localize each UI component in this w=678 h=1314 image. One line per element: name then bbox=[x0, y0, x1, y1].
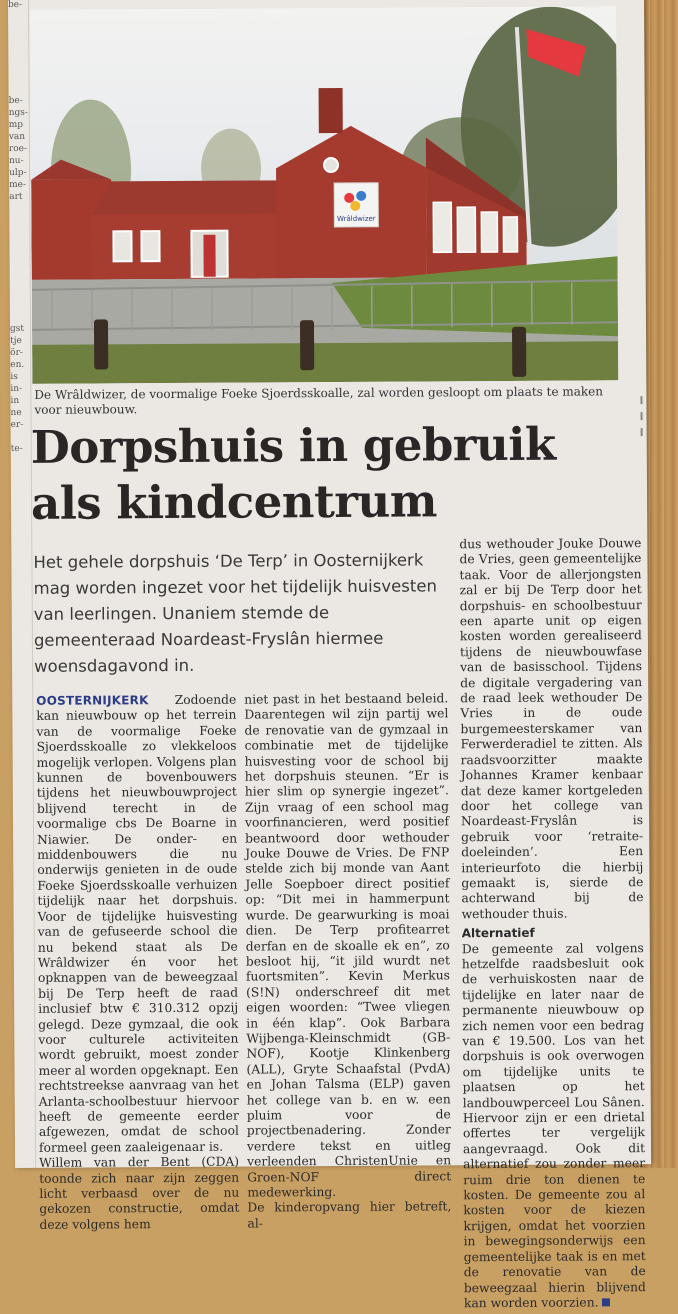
column-fragment: tje bbox=[10, 336, 22, 347]
column-fragment: ör- bbox=[10, 348, 23, 359]
article-headline bbox=[31, 416, 632, 532]
article-column-1 bbox=[36, 693, 239, 1233]
column-fragment: ulp- bbox=[9, 168, 27, 179]
column-fragment: ngs- bbox=[9, 108, 28, 119]
column-fragment: me- bbox=[9, 180, 26, 191]
subheading-alternatief: Alternatief bbox=[462, 925, 644, 942]
column-fragment: be- bbox=[9, 96, 23, 107]
column-fragment: mp bbox=[9, 120, 23, 131]
column-fragment: is bbox=[10, 372, 18, 383]
headline-line-2: als kindcentrum bbox=[31, 472, 631, 532]
column-fragment: te- bbox=[11, 444, 23, 455]
paragraph-wethouder: dus wethouder Jouke Douwe de Vries, geen gemeentelijke taak. Voor de allerjongsten zal er bij De Terp door het dorpshuis- en schoolbestuur een aparte unit op eigen kosten worden gerealiseerd tijdens de nieuwbouwfase van de basisschool. Tijdens de digitale vergadering van de raad leek wethouder De Vries in de oude burgemeesterskamer van Ferwerderadiel te zitten. Als raadsvoorzitter maakte Johannes Kramer kenbaar dat deze kamer kortgeleden door het college van Noardeast-Fryslân is gebruik voor ‘retraite-doeleinden’. Een interieurfoto die hierbij gemaakt is, sierde de achterwand bij de wethouder thuis. bbox=[459, 536, 643, 922]
dateline: OOSTERNIJKERK bbox=[36, 693, 148, 708]
school-photo bbox=[30, 6, 618, 384]
column-fragment: gst bbox=[10, 324, 24, 335]
column-fragment: en. bbox=[10, 360, 24, 371]
column-fragment: nu- bbox=[9, 156, 24, 167]
column-fragment: roe- bbox=[9, 144, 27, 155]
fold-tick bbox=[640, 396, 642, 404]
article-lead: Het gehele dorpshuis ‘De Terp’ in Oosternijkerk mag worden ingezet voor het tijdelijk huisvesten van leerlingen. Unaniem stemde de gemeenteraad Noardeast-Fryslân hiermee woensdagavond in. bbox=[33, 547, 444, 680]
column-fragment: in bbox=[10, 396, 19, 407]
fold-tick bbox=[641, 412, 643, 420]
photo-caption: De Wrâldwizer, de voormalige Foeke Sjoerdsskoalle, zal worden gesloopt om plaats te maken voor nieuwbouw. bbox=[34, 384, 624, 418]
school-building-illustration bbox=[30, 6, 618, 384]
paragraph-alternatief-text: De gemeente zal volgens hetzelfde raadsbesluit ook de verhuiskosten naar de tijdelijke en later naar de permanente nieuwbouw op zich nemen voor een bedrag van € 19.500. Los van het dorpshuis is ook overwogen om tijdelijke units te plaatsen op het landbouwperceel Lou Sânen. Hiervoor zijn er een drietal offertes ter vergelijk aangevraagd. Ook dit alternatief zou zonder meer ruim drie ton dienen te kosten. De gemeente zou al kosten voor de kiezen krijgen, omdat het voorzien in bewegingsonderwijs een gemeentelijke taak is en met de renovatie van de beweegzaal hierin blijvend kan worden voorzien. bbox=[462, 941, 646, 1310]
end-of-article-mark bbox=[601, 1299, 609, 1307]
article-column-3 bbox=[459, 536, 646, 1311]
headline-line-1: Dorpshuis in gebruik bbox=[31, 416, 631, 476]
newspaper-page bbox=[8, 0, 651, 1168]
fold-tick bbox=[641, 428, 643, 436]
paragraph-council-reactions: niet past in het bestaand beleid. Daarentegen wil zijn partij wel de renovatie van de gymzaal in combinatie met de tijdelijke huisvesting voor de school bij het dorpshuis steunen. “Er is hier slim op synergie ingezet”. Zijn vraag of een school mag voorfinancieren, werd positief beantwoord door wethouder Jouke Douwe de Vries. De FNP stelde zich bij monde van Aant Jelle Soepboer direct positief op: “Dit mei in hammerpunt wurde. De gearwurking is moai dien. De Terp profitearret derfan en de skoalle ek en”, zo besloot hij, “it jild wurdt net fuortsmiten”. Kevin Merkus (S!N) onderschreef dit met eigen woorden: “Twee vliegen in één klap”. Ook Barbara Wijbenga-Kleinschmidt (GB-NOF), Kootje Klinkenberg (ALL), Gryte Schaafstal (PvdA) en Johan Talsma (ELP) gaven het college van b. en w. een pluim voor de projectbenadering. Zonder verdere tekst en uitleg verleenden ChristenUnie en Groen-NOF direct medewerking. bbox=[244, 691, 451, 1201]
column-fragment: er- bbox=[11, 420, 24, 431]
column-fragment: van bbox=[9, 132, 25, 143]
article-column-2 bbox=[244, 691, 451, 1231]
paragraph-alternatief bbox=[462, 941, 646, 1312]
school-sign-text: Wrâldwizer bbox=[337, 215, 376, 223]
paragraph-cda: Willem van der Bent (CDA) toonde zich naar zijn zeggen licht verbaasd over de nu gekozen constructie, omdat deze volgens hem bbox=[39, 1155, 239, 1233]
column-fragment: be- bbox=[8, 0, 22, 11]
paragraph-opening: Zodoende kan nieuwbouw op het terrein van de voormalige Foeke Sjoerdsskoalle zo vlekkeloos mogelijk verlopen. Volgens plan kunnen de bovenbouwers tijdens het nieuwbouwproject blijvend terecht in de voormalige cbs De Boarne in Niawier. De onder- en middenbouwers die nu onderwijs genieten in de oude Foeke Sjoerdsskoalle verhuizen tijdelijk naar het dorpshuis. Voor de tijdelijke huisvesting van de gefuseerde school die nu bekend staat als De Wrâldwizer én voor het opknappen van de beweegzaal bij De Terp heeft de raad inclusief btw € 310.312 opzij gelegd. Deze gymzaal, die ook voor culturele activiteiten wordt gebruikt, moest zonder meer al worden opgeknapt. Een rechtstreekse aanvraag van het Arlanta-schoolbestuur hiervoor heeft de gemeente eerder afgewezen, omdat de school formeel geen zaaleigenaar is. bbox=[36, 693, 239, 1155]
column-fragment: art bbox=[9, 192, 22, 203]
paragraph-kinderopvang: De kinderopvang hier betreft, al- bbox=[247, 1200, 451, 1232]
column-fragment: ne bbox=[10, 408, 21, 419]
column-fragment: in- bbox=[10, 384, 22, 395]
